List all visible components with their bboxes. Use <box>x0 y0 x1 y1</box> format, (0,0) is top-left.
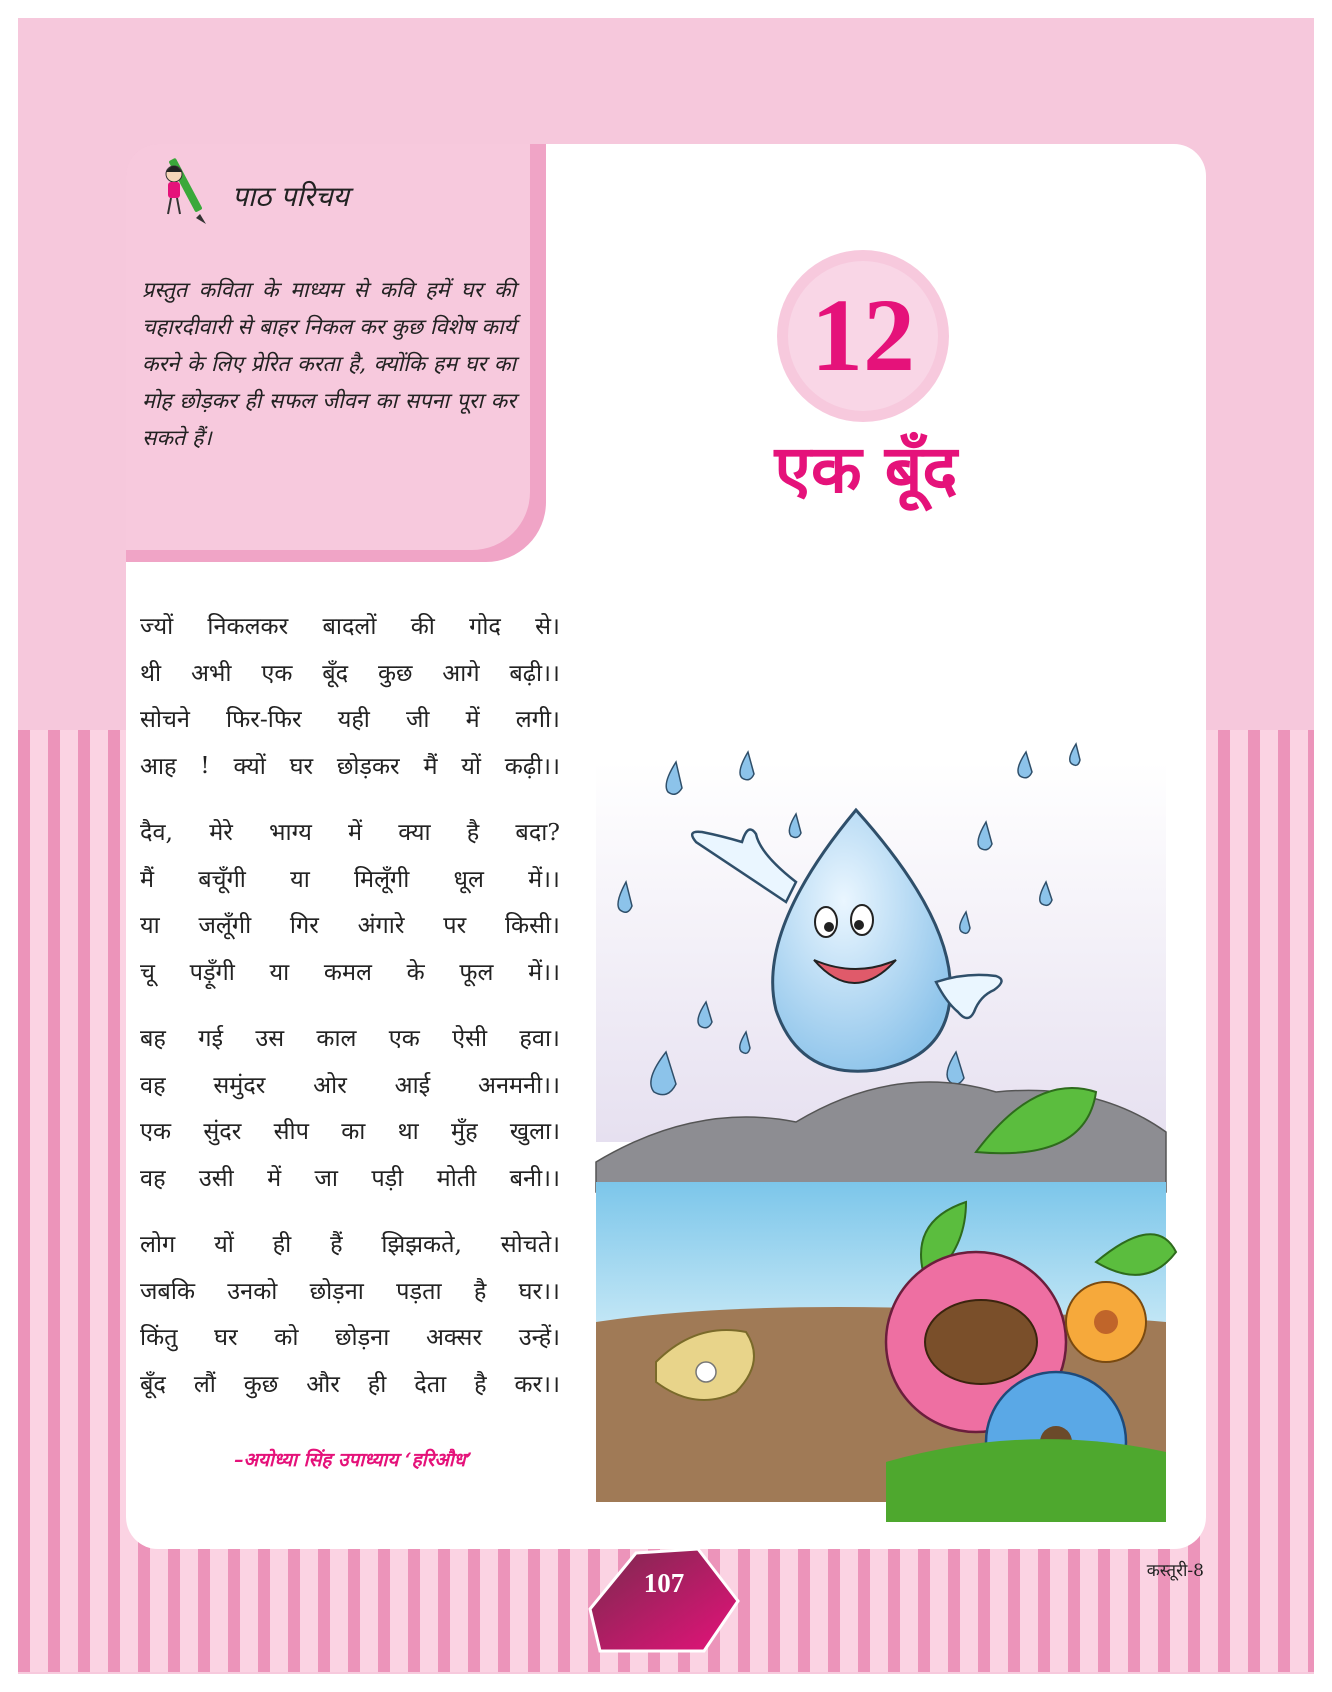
poem-stanza <box>140 808 560 994</box>
poem-line: थी अभी एक बूँद कुछ आगे बढ़ी।। <box>140 658 560 687</box>
intro-text: प्रस्तुत कविता के माध्यम से कवि हमें घर की चहारदीवारी से बाहर निकल कर कुछ विशेष कार्य करने के लिए प्रेरित करता है, क्योंकि हम घर का मोह छोड़कर ही सफल जीवन का सपना पूरा कर सकते हैं। <box>142 278 516 451</box>
page-number: 107 <box>643 1568 685 1598</box>
poem-line: बह गई उस काल एक ऐसी हवा। <box>140 1024 560 1053</box>
chapter-number: 12 <box>811 278 915 393</box>
intro-box <box>126 144 530 550</box>
poem-line: वह उसी में जा पड़ी मोती बनी।। <box>140 1163 560 1192</box>
intro-title: पाठ परिचय <box>232 180 349 213</box>
poem-line: दैव, मेरे भाग्य में क्या है बदा? <box>140 818 560 847</box>
poem-line: आह ! क्यों घर छोड़कर मैं यों कढ़ी।। <box>140 750 560 780</box>
poem-line: जबकि उनको छोड़ना पड़ता है घर।। <box>140 1276 560 1305</box>
poem <box>140 602 560 1426</box>
poem-line: चू पड़ूँगी या कमल के फूल में।। <box>140 957 560 986</box>
chapter-title: एक बूँद <box>774 431 958 508</box>
poem-line: सोचने फिर-फिर यही जी में लगी। <box>140 705 560 734</box>
poem-stanza <box>140 602 560 788</box>
content-card <box>126 144 1206 1549</box>
poem-line: एक सुंदर सीप का था मुँह खुला। <box>140 1117 560 1146</box>
water-drop-illustration <box>556 722 1188 1538</box>
page-number-badge <box>588 1547 740 1655</box>
poem-line: बूँद लौं कुछ और ही देता है कर।। <box>140 1369 560 1398</box>
poem-line: ज्यों निकलकर बादलों की गोद से। <box>140 612 560 641</box>
poem-stanza <box>140 1220 560 1406</box>
pearl <box>696 1362 716 1382</box>
poem-stanza <box>140 1014 560 1200</box>
poem-line: या जलूँगी गिर अंगारे पर किसी। <box>140 911 560 940</box>
chapter-number-badge <box>777 250 949 422</box>
book-name: कस्तूरी-8 <box>1146 1561 1204 1581</box>
poem-line: मैं बचूँगी या मिलूँगी धूल में।। <box>140 864 560 893</box>
intro-header <box>156 152 349 226</box>
poem-line: लोग यों ही हैं झिझकते, सोचते। <box>140 1230 560 1259</box>
girl-pencil-icon <box>156 152 214 226</box>
poem-line: वह समुंदर ओर आई अनमनी।। <box>140 1070 560 1099</box>
poem-line: किंतु घर को छोड़ना अक्सर उन्हें। <box>140 1323 560 1352</box>
poem-author: –अयोध्या सिंह उपाध्याय ‘हरिऔध’ <box>234 1449 473 1471</box>
